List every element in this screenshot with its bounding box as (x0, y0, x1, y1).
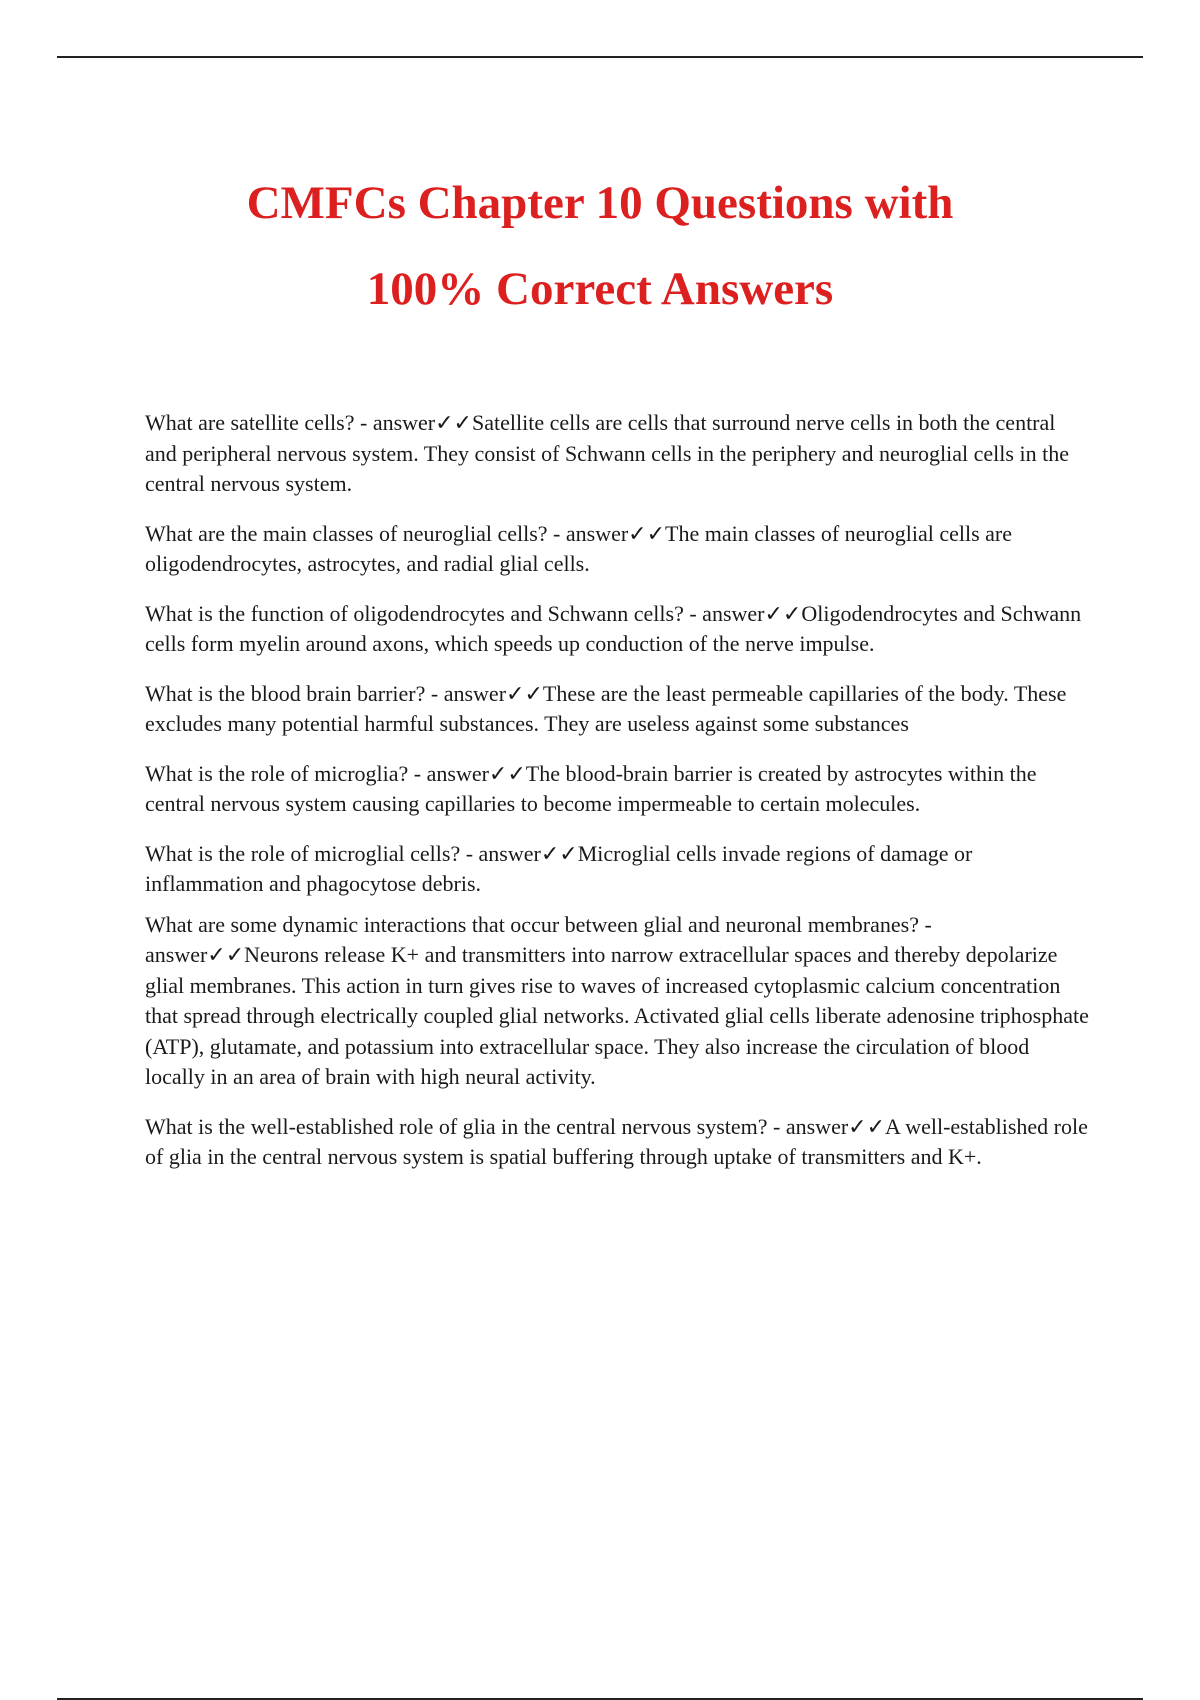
title-line-1: CMFCs Chapter 10 Questions with (246, 177, 954, 229)
document-title (0, 160, 1200, 332)
qa-item: What is the role of microglial cells? - answer✓✓Microglial cells invade regions of damage or inflammation and phagocytose debris. (145, 840, 973, 896)
title-line-2: 100% Correct Answers (366, 263, 834, 315)
qa-item: What are the main classes of neuroglial cells? - answer✓✓The main classes of neuroglial cells are oligodendrocytes, astrocytes, and radial glial cells. (145, 520, 1013, 576)
qa-item: What is the well-established role of glia in the central nervous system? - answer✓✓A well-established role of glia in the central nervous system is spatial buffering through uptake of transmitters and K+. (145, 1113, 1088, 1169)
qa-item: What are some dynamic interactions that occur between glial and neuronal membranes? - answer✓✓Neurons release K+ and transmitters into narrow extracellular spaces and thereby depolarize glial membranes. This action in turn gives rise to waves of increased cytoplasmic calcium concentration that spread through electrically coupled glial networks. Activated glial cells liberate adenosine triphosphate (ATP), glutamate, and potassium into extracellular space. They also increase the circulation of blood locally in an area of brain with high neural activity. (145, 911, 1089, 1089)
qa-item: What are satellite cells? - answer✓✓Satellite cells are cells that surround nerve cells in both the central and peripheral nervous system. They consist of Schwann cells in the periphery and neuroglial cells in the central nervous system. (145, 410, 1069, 496)
header-rule (57, 56, 1143, 58)
qa-list (145, 408, 1091, 1192)
qa-item: What is the function of oligodendrocytes and Schwann cells? - answer✓✓Oligodendrocytes and Schwann cells form myelin around axons, which speeds up conduction of the nerve impulse. (145, 600, 1082, 656)
qa-item: What is the blood brain barrier? - answer✓✓These are the least permeable capillaries of the body. These excludes many potential harmful substances. They are useless against some substances (145, 680, 1067, 736)
qa-item: What is the role of microglia? - answer✓✓The blood-brain barrier is created by astrocytes within the central nervous system causing capillaries to become impermeable to certain molecules. (145, 760, 1037, 816)
